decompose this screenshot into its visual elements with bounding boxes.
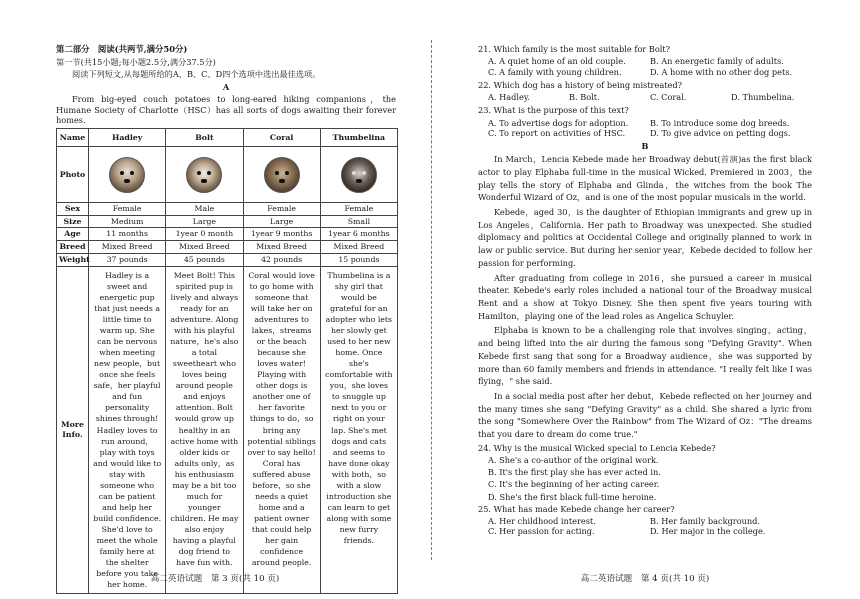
table-cell: Female xyxy=(243,203,320,216)
question-25: 25. What has made Kebede change her career? xyxy=(478,503,675,514)
right-page xyxy=(430,0,860,599)
passage-b-paragraph: Kebede，aged 30，is the daughter of Ethiopian immigrants and grew up in Los Angeles，California. Her path to Broadway was unexpected. She studied diplomacy and politics at Occidental College and originally planned to work in law or public service. But during her senior year，Kebede decided to follow her passion for performing. xyxy=(478,207,812,268)
table-cell: Mixed Breed xyxy=(166,241,243,254)
table-cell: 1year 0 month xyxy=(166,228,243,241)
instruction: 阅读下列短文,从每题所给的A、B、C、D四个选项中选出最佳选项。 xyxy=(72,68,321,79)
table-row xyxy=(57,241,398,254)
dog-name: Thumbelina xyxy=(320,129,397,147)
option: D. Her major in the college. xyxy=(650,526,766,537)
option: B. Bolt. xyxy=(569,92,600,102)
table-row xyxy=(57,215,398,228)
passage-b-paragraph: After graduating from college in 2016，she pursued a career in musical theater. Kebede's early roles included a national tour of the Broadway musical Rent and a show at Tokyo Disney. She then spent five years touring with Hamilton，playing one of the lead roles as Angelica Schuyler. xyxy=(478,272,812,321)
dog-name: Bolt xyxy=(166,129,243,147)
dog-name: Hadley xyxy=(89,129,166,147)
passage-b-paragraph: In a social media post after her debut，Kebede reflected on her journey and the many times she sang "Defying Gravity" as a child. She shared a lyric from the song "Somewhere Over the Rainbow" from The Wizard of Oz："The dreams that you dare to dream do come true." xyxy=(478,390,812,440)
photo-cell xyxy=(166,147,243,203)
question-23: 23. What is the purpose of this text? xyxy=(478,105,629,116)
table-cell: 15 pounds xyxy=(320,253,397,266)
option: A. Hadley. xyxy=(488,92,530,102)
dog-photo-bolt xyxy=(186,157,222,193)
table-row xyxy=(57,147,398,203)
dog-name: Coral xyxy=(243,129,320,147)
page-footer: 高二英语试题 第 3 页(共 10 页) xyxy=(150,574,280,585)
row-label-photo: Photo xyxy=(57,147,89,203)
table-row xyxy=(57,266,398,594)
option: C. To report on activities of HSC. xyxy=(488,127,626,138)
table-cell: Mixed Breed xyxy=(243,241,320,254)
option: B. An energetic family of adults. xyxy=(650,56,784,67)
table-cell: Large xyxy=(243,215,320,228)
option: C. Coral. xyxy=(650,92,687,102)
option: C. A family with young children. xyxy=(488,66,622,77)
passage-b-paragraph: Elphaba is known to be a challenging role that involves singing，acting，and being lifted into the air during the famous song "Defying Gravity". When Kebede first sang that song for a Broadway audience，she was supported by more than 60 family members and friends in attendance. "I really felt like I was flying，" she said. xyxy=(478,325,812,387)
question-24: 24. Why is the musical Wicked special to Lencia Kebede? xyxy=(478,442,716,453)
dog-table xyxy=(56,128,398,594)
passage-a-intro: From big-eyed couch potatoes to long-eared hiking companions，the Humane Society of Charlotte（HSC）has all sorts of dogs awaiting their forever homes. xyxy=(56,94,396,125)
option: A. She's a co-author of the original work. xyxy=(488,454,659,465)
row-label-breed: Breed xyxy=(57,241,89,254)
table-cell: 1year 9 months xyxy=(243,228,320,241)
row-label-size: Size xyxy=(57,215,89,228)
option: D. To give advice on petting dogs. xyxy=(650,127,791,138)
option: C. Her passion for acting. xyxy=(488,526,595,537)
info-cell-thumbelina: Thumbelina is a shy girl that would be grateful for an adopter who lets her slowly get used to her new home. Once she's comfortable with you，she loves to snuggle up next to you or right on your lap. She's met dogs and cats and seems to have done okay with both，so with a slow introduction she can learn to get along with some new furry friends. xyxy=(320,266,397,594)
table-cell: 11 months xyxy=(89,228,166,241)
table-cell: Large xyxy=(166,215,243,228)
table-cell: Female xyxy=(89,203,166,216)
page-footer: 高二英语试题 第 4 页(共 10 页) xyxy=(580,574,710,585)
table-row xyxy=(57,203,398,216)
dog-photo-hadley xyxy=(109,157,145,193)
table-cell: Female xyxy=(320,203,397,216)
section-title: 第一节(共15小题;每小题2.5分,满分37.5分) xyxy=(56,56,216,67)
option: A. A quiet home of an old couple. xyxy=(488,56,626,67)
dog-photo-coral xyxy=(264,157,300,193)
photo-cell xyxy=(89,147,166,203)
options-21 xyxy=(488,56,812,77)
table-cell: Medium xyxy=(89,215,166,228)
photo-cell xyxy=(243,147,320,203)
header-name: Name xyxy=(57,129,89,147)
table-cell: Small xyxy=(320,215,397,228)
table-cell: 45 pounds xyxy=(166,253,243,266)
passage-b-label: B xyxy=(641,141,649,151)
question-21: 21. Which family is the most suitable for Bolt? xyxy=(478,44,671,54)
info-cell-hadley: Hadley is a sweet and energetic pup that just needs a little time to warm up. She can be nervous when meeting new people，but once she feels safe，her playful and fun personality shines through! Hadley loves to run around，play with toys and would like to stay with someone who can be patient and help her build confidence. She'd love to meet the whole family here at the shelter before you take her home. xyxy=(89,266,166,594)
passage-a-label: A xyxy=(222,82,230,92)
option: D. A home with no other dog pets. xyxy=(650,66,793,77)
table-row xyxy=(57,228,398,241)
row-label-sex: Sex xyxy=(57,203,89,216)
table-cell: 37 pounds xyxy=(89,253,166,266)
option: D. She's the first black full-time heroine. xyxy=(488,491,657,502)
info-cell-coral: Coral would love to go home with someone that will take her on adventures to lakes，streams or the beach because she loves water! Playing with other dogs is another one of her favorite things to do，so bring any potential siblings over to say hello! Coral has suffered abuse before，so she needs a quiet home and a patient owner that could help her gain confidence around people. xyxy=(243,266,320,594)
passage-b-paragraph: In March，Lencia Kebede made her Broadway debut(首演)as the first black actor to play Elphaba full-time in the musical Wicked. Premiered in 2003，the play tells the story of Elphaba and Glinda，the witches from the book The Wonderful Wizard of Oz，and is one of the most popular musicals in the world. xyxy=(478,154,812,203)
option: C. It's the beginning of her acting career. xyxy=(488,479,660,490)
question-22: 22. Which dog has a history of being mistreated? xyxy=(478,79,682,90)
part-title: 第二部分 阅读(共两节,满分50分) xyxy=(56,44,188,54)
option: A. To advertise dogs for adoption. xyxy=(488,117,629,128)
table-cell: Mixed Breed xyxy=(320,241,397,254)
table-cell: Male xyxy=(166,203,243,216)
table-row xyxy=(57,253,398,266)
row-label-more-info: More Info. xyxy=(57,266,89,594)
options-25 xyxy=(488,516,812,537)
options-22 xyxy=(488,92,812,102)
table-cell: 1year 6 months xyxy=(320,228,397,241)
photo-cell xyxy=(320,147,397,203)
info-cell-bolt: Meet Bolt! This spirited pup is lively and always ready for an adventure. Along with his playful nature，he's also a total sweetheart who loves being around people and enjoys attention. Bolt would grow up healthy in an active home with older kids or adults only，as his enthusiasm may be a bit too much for younger children. He may also enjoy having a playful dog friend to have fun with. xyxy=(166,266,243,594)
option: B. Her family background. xyxy=(650,516,761,527)
table-row xyxy=(57,129,398,147)
options-23 xyxy=(488,118,812,139)
option: D. Thumbelina. xyxy=(731,92,795,102)
table-cell: Mixed Breed xyxy=(89,241,166,254)
option: B. It's the first play she has ever acted in. xyxy=(488,467,661,478)
option: A. Her childhood interest. xyxy=(488,516,596,527)
row-label-weight: Weight xyxy=(57,253,89,266)
option: B. To introduce some dog breeds. xyxy=(650,117,790,128)
row-label-age: Age xyxy=(57,228,89,241)
table-cell: 42 pounds xyxy=(243,253,320,266)
dog-photo-thumbelina xyxy=(341,157,377,193)
